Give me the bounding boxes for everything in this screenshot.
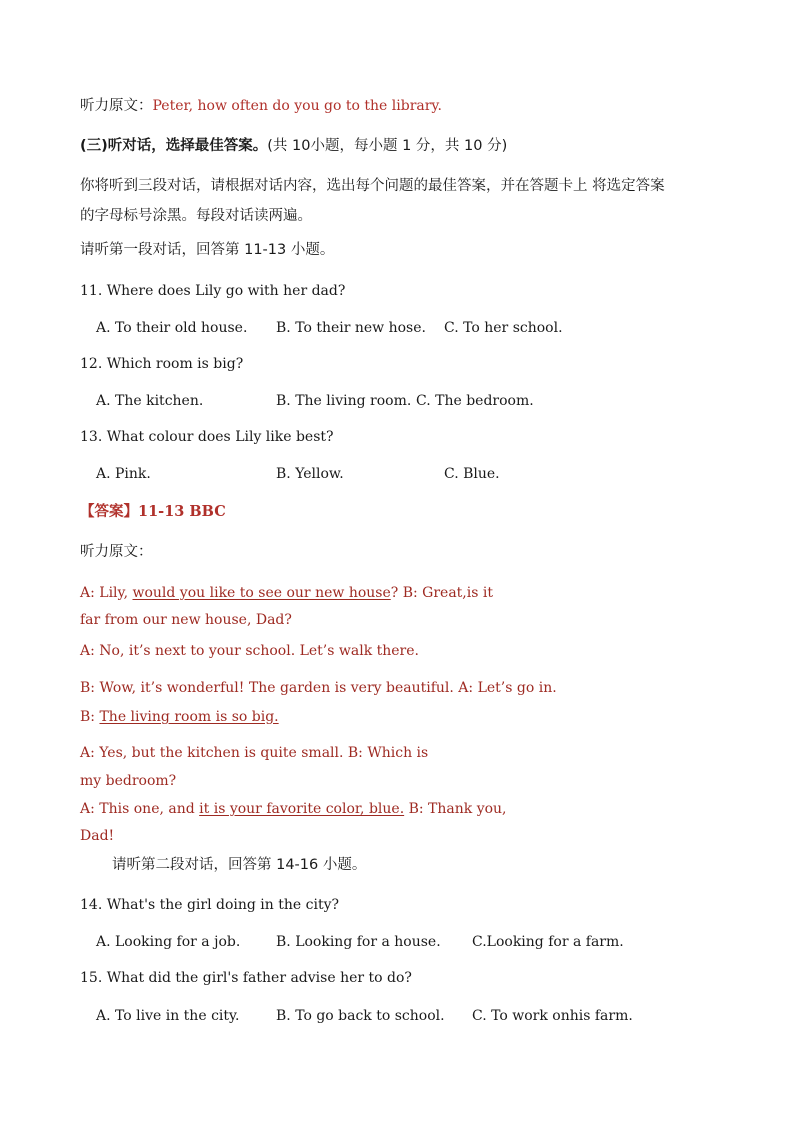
transcript-line-8 xyxy=(80,800,507,818)
transcript-line-2: far from our new house, Dad? xyxy=(80,612,292,628)
transcript-line-9: Dad! xyxy=(80,828,115,844)
question-14: 14. What's the girl doing in the city? xyxy=(80,897,339,913)
transcript-line-3: A: No, it’s next to your school. Let’s walk there. xyxy=(80,643,419,659)
q12-option-c: C. The bedroom. xyxy=(416,393,534,409)
q11-option-b: B. To their new hose. xyxy=(276,320,426,336)
q12-option-a: A. The kitchen. xyxy=(96,393,204,409)
question-15: 15. What did the girl's father advise her to do? xyxy=(80,970,412,986)
transcript-underlined: The living room is so big. xyxy=(99,709,279,725)
q14-option-c: C.Looking for a farm. xyxy=(472,934,624,950)
transcript-line-6: A: Yes, but the kitchen is quite small. B: Which is xyxy=(80,745,429,761)
transcript-underlined: it is your favorite color, blue. xyxy=(199,801,405,817)
transcript-label: 听力原文： xyxy=(80,544,153,560)
transcript-speaker: B: xyxy=(80,709,100,725)
transcript-line-1 xyxy=(80,584,493,602)
transcript-line-7: my bedroom? xyxy=(80,773,177,789)
q11-option-c: C. To her school. xyxy=(444,320,563,336)
section-scoring: (共 10小题，每小题 1 分，共 10 分) xyxy=(267,138,508,154)
transcript-text: B: Thank you, xyxy=(404,801,507,817)
transcript-text: Peter, how often do you go to the library. xyxy=(152,98,442,114)
answer-key: 【答案】11-13 BBC xyxy=(80,503,226,520)
q13-option-b: B. Yellow. xyxy=(276,466,344,482)
dialogue1-prompt: 请听第一段对话，回答第 11-13 小题。 xyxy=(80,242,335,258)
prev-transcript-line xyxy=(80,97,442,115)
question-12: 12. Which room is big? xyxy=(80,356,244,372)
instruction-line-1: 你将听到三段对话，请根据对话内容，选出每个问题的最佳答案，并在答题卡上 将选定答案 xyxy=(80,178,665,194)
question-13: 13. What colour does Lily like best? xyxy=(80,429,334,445)
q14-option-b: B. Looking for a house. xyxy=(276,934,441,950)
q11-option-a: A. To their old house. xyxy=(96,320,248,336)
transcript-label: 听力原文： xyxy=(80,98,153,114)
transcript-underlined: would you like to see our new house xyxy=(132,585,391,601)
transcript-speaker: A: This one, and xyxy=(80,801,200,817)
dialogue2-prompt: 请听第二段对话，回答第 14-16 小题。 xyxy=(112,857,367,873)
q12-option-b: B. The living room. xyxy=(276,393,412,409)
q15-option-c: C. To work onhis farm. xyxy=(472,1008,633,1024)
q13-option-c: C. Blue. xyxy=(444,466,500,482)
section-heading xyxy=(80,137,507,155)
section-title: (三)听对话，选择最佳答案。 xyxy=(80,138,268,154)
q15-option-b: B. To go back to school. xyxy=(276,1008,445,1024)
transcript-speaker: A: Lily, xyxy=(80,585,133,601)
instruction-line-2: 的字母标号涂黑。每段对话读两遍。 xyxy=(80,208,312,224)
transcript-line-5 xyxy=(80,708,279,726)
q15-option-a: A. To live in the city. xyxy=(96,1008,240,1024)
transcript-line-4: B: Wow, it’s wonderful! The garden is very beautiful. A: Let’s go in. xyxy=(80,680,557,696)
transcript-text: ? B: Great,is it xyxy=(390,585,493,601)
question-11: 11. Where does Lily go with her dad? xyxy=(80,283,346,299)
q14-option-a: A. Looking for a job. xyxy=(96,934,241,950)
q13-option-a: A. Pink. xyxy=(96,466,151,482)
